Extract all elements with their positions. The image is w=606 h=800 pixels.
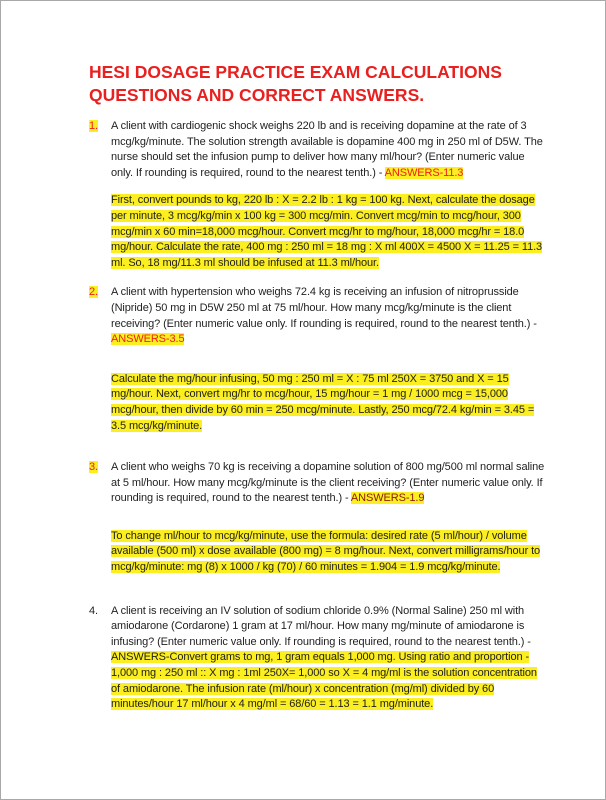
question-3-explanation-text: To change ml/hour to mcg/kg/minute, use the formula: desired rate (5 ml/hour) / volume available (500 ml) x dose available (800 mg) = 8 mg/hour. Next, convert milligrams/hour to mcg/kg/minute: mg (8) x 1000 / kg (70) / 60 minutes = 1.904 = 1.9 mcg/kg/minute. — [111, 529, 541, 574]
question-3-text — [111, 460, 545, 507]
question-3-block — [89, 460, 545, 576]
question-4-block — [89, 604, 545, 713]
question-2-text — [111, 285, 545, 347]
page-title-line-1: HESI DOSAGE PRACTICE EXAM CALCULATIONS — [89, 62, 502, 82]
page-title-line-2: QUESTIONS AND CORRECT ANSWERS. — [89, 85, 425, 105]
question-4-number: 4. — [89, 604, 98, 617]
question-1-explanation-text: First, convert pounds to kg, 220 lb : X = 2.2 lb : 1 kg = 100 kg. Next, calculate the dosage per minute, 3 mcg/kg/min x 100 kg = 300 mcg/min. Convert mcg/min to mcg/hour, 300 mcg/min x 60 min=18,000 mcg/hour. Convert mcg/hr to mg/hour, 18,000 mcg/hr = 18.0 mg/hour. Calculate the rate, 400 mg : 250 ml = 18 mg : X ml 400X = 4500 X = 11.25 = 11.3 ml. So, 18 mg/11.3 ml should be infused at 11.3 ml/hour. — [111, 194, 543, 269]
question-1-row — [89, 119, 545, 181]
question-2-explanation — [111, 372, 545, 434]
question-3-explanation — [111, 529, 545, 576]
question-2-explanation-text: Calculate the mg/hour infusing, 50 mg : 250 ml = X : 75 ml 250X = 3750 and X = 15 mg/hour. Next, convert mg/hr to mcg/hour, 15 mg/hour = 1 mg / 1000 mcg = 15,000 mcg/hour, then divide by 60 min = 250 mcg/minute. Lastly, 250 mcg/72.4 kg/min = 3.45 = 3.5 mcg/kg/minute. — [111, 372, 535, 432]
question-4-answer-highlight: ANSWERS-Convert grams to mg, 1 gram equals 1,000 mg. Using ratio and proportion - 1,000 mg : 250 ml :: X mg : 1ml 250X= 1,000 so X = 4 mg/ml is the solution concentration of amiodarone. The infusion rate (ml/hour) x concentration (mg/ml) divided by 60 minutes/hour 17 ml/hour x 4 mg/ml = 68/60 = 1.13 = 1.1 mg/minute. — [111, 651, 537, 711]
question-3-number-cell — [89, 460, 111, 476]
question-1-text — [111, 119, 545, 181]
question-3-number: 3. — [89, 461, 98, 474]
question-2-number: 2. — [89, 286, 98, 299]
question-1-answer-highlight: ANSWERS-11.3 — [384, 166, 464, 179]
question-1-number: 1. — [89, 120, 98, 132]
page-title — [89, 61, 545, 107]
question-4-number-cell — [89, 604, 111, 620]
question-4-row — [89, 604, 545, 713]
question-2-row — [89, 285, 545, 347]
question-3-answer-highlight: ANSWERS-1.9 — [350, 492, 425, 505]
question-4-text — [111, 604, 545, 713]
question-3-body: A client who weighs 70 kg is receiving a dopamine solution of 800 mg/500 ml normal saline at 5 ml/hour. How many mcg/kg/minute is the client receiving? (Enter numeric value only. If rounding is required, round to the nearest tenth.) - — [111, 461, 545, 505]
question-2-body: A client with hypertension who weighs 72.4 kg is receiving an infusion of nitroprusside (Nipride) 50 mg in D5W 250 ml at 75 ml/hour. How many mcg/kg/minute is the client receiving? (Enter numeric value only. If rounding is required, round to the nearest tenth.) - — [111, 286, 537, 330]
question-2-block — [89, 285, 545, 434]
question-2-number-cell — [89, 285, 111, 301]
question-2-answer-highlight: ANSWERS-3.5 — [111, 333, 185, 346]
document-content — [89, 61, 545, 713]
question-1-block — [89, 119, 545, 271]
question-1-number-cell — [89, 119, 111, 135]
question-4-body: A client is receiving an IV solution of sodium chloride 0.9% (Normal Saline) 250 ml with amiodarone (Cordarone) 1 gram at 17 ml/hour. How many mg/minute of amiodarone is infusing? (Enter numeric value only. If rounding is required, round to the nearest tenth.) - — [111, 604, 531, 648]
question-1-body: A client with cardiogenic shock weighs 220 lb and is receiving dopamine at the rate of 3 mcg/kg/minute. The solution strength available is dopamine 400 mg in 250 ml of D5W. The nurse should set the infusion pump to deliver how many ml/hour? (Enter numeric value only. If rounding is required, round to the nearest tenth.) - — [111, 120, 543, 179]
question-3-row — [89, 460, 545, 507]
question-1-explanation — [111, 193, 545, 271]
